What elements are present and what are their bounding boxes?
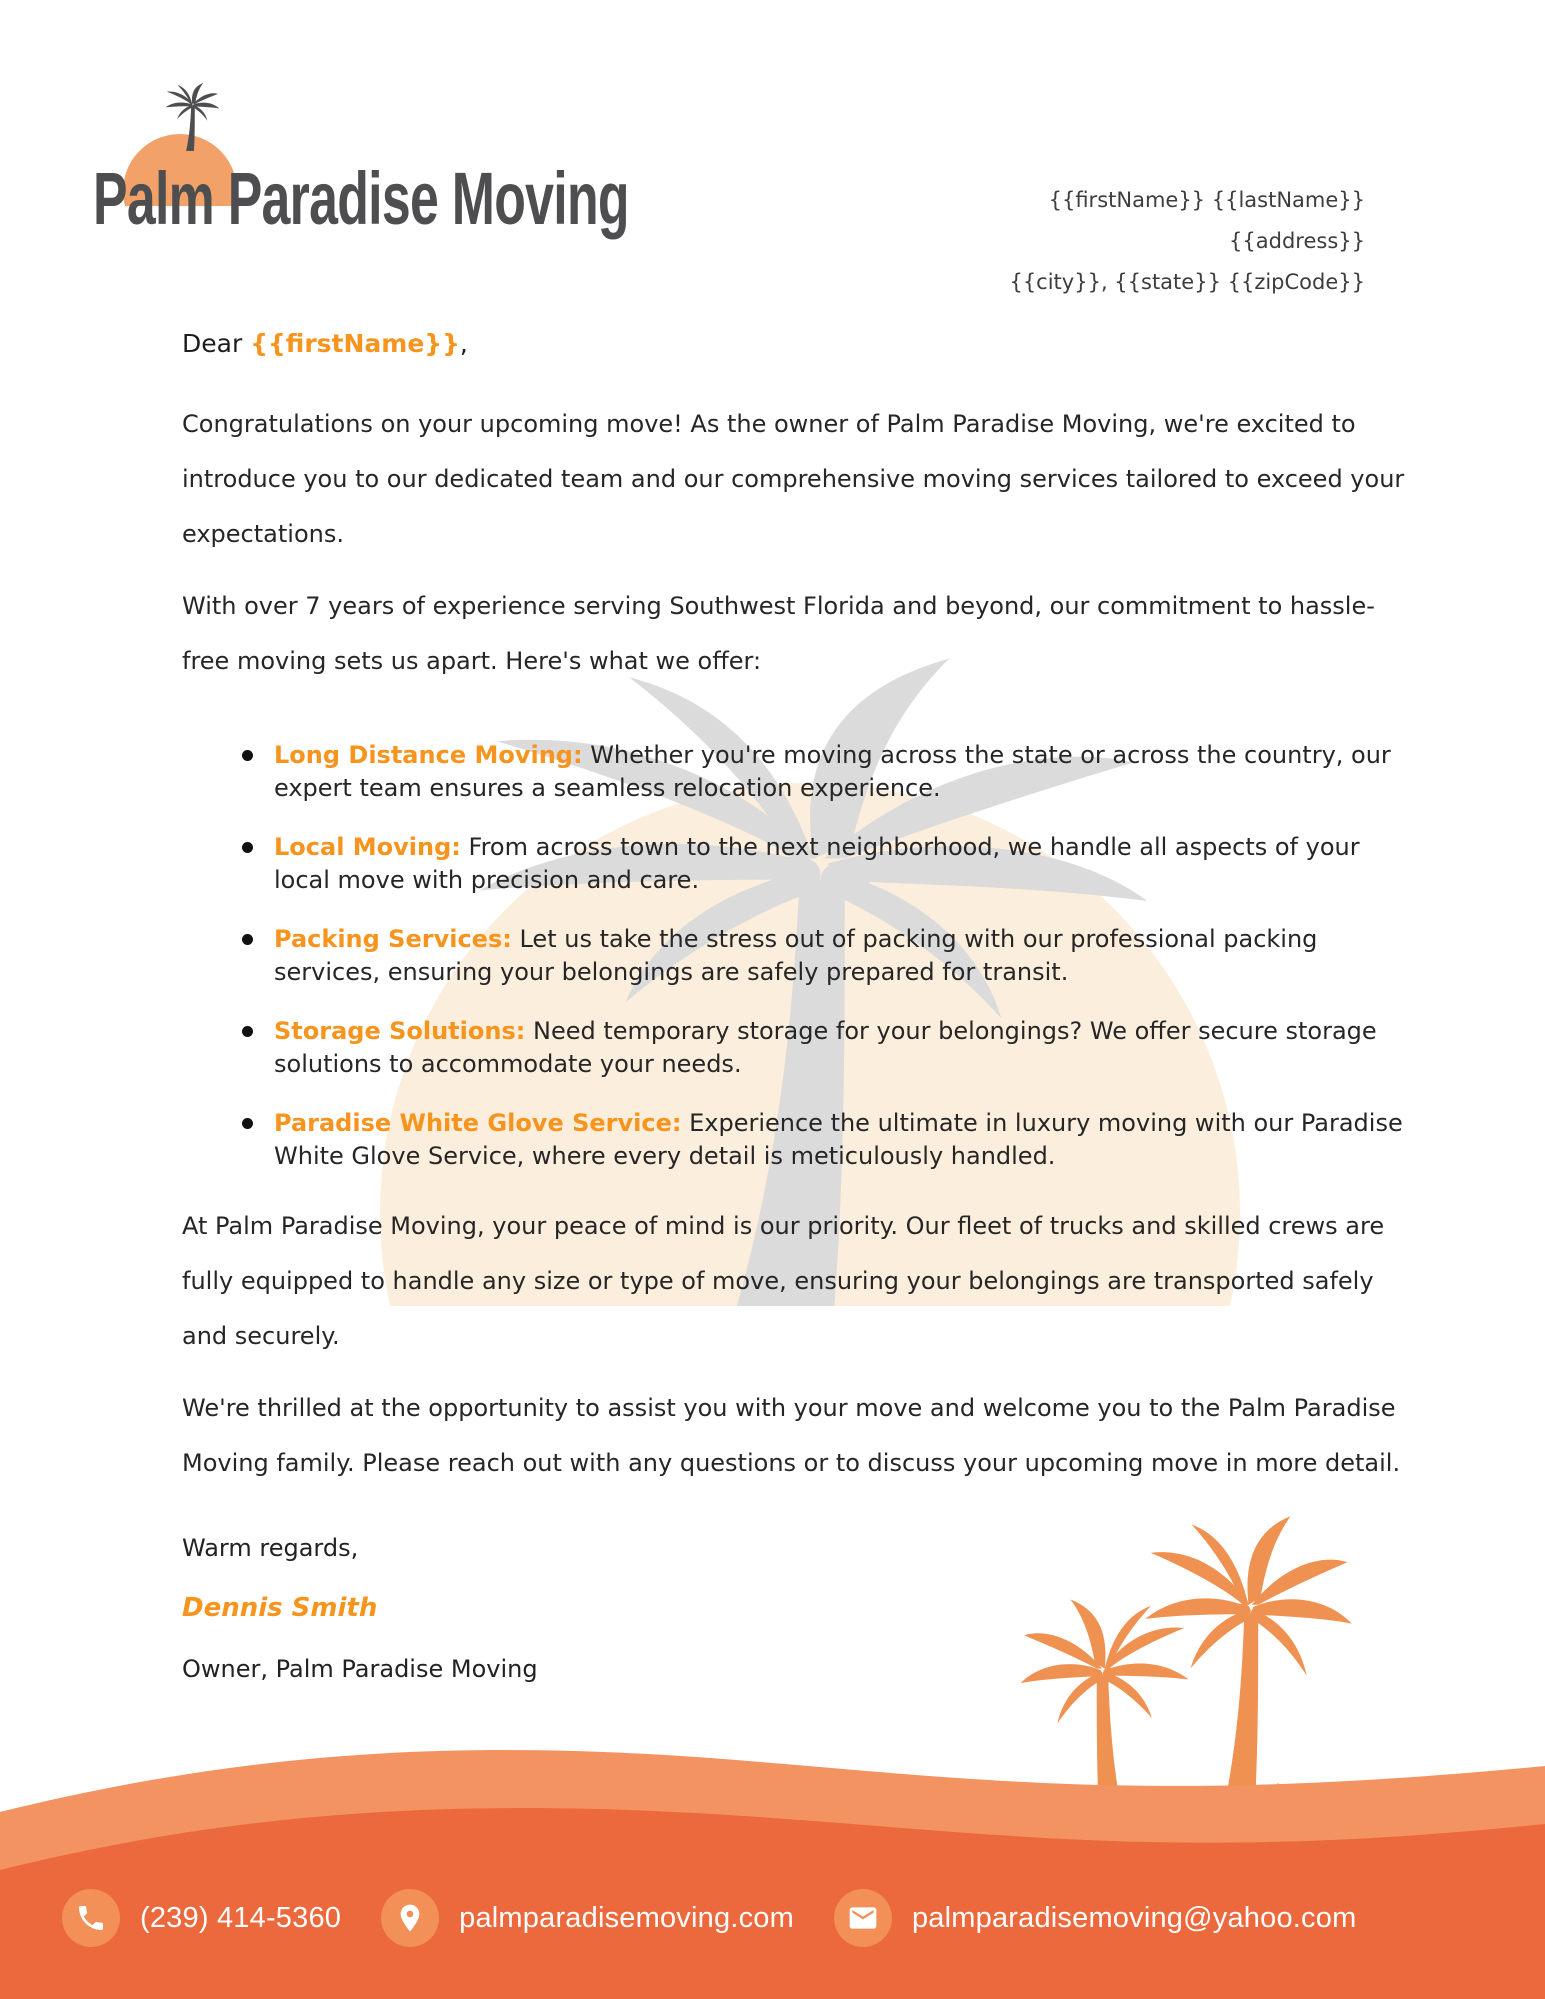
salutation <box>182 326 1414 362</box>
recipient-city-state-zip: {{city}}, {{state}} {{zipCode}} <box>1009 270 1365 294</box>
phone-number: (239) 414-5360 <box>140 1901 342 1934</box>
location-pin-icon <box>381 1889 439 1947</box>
signature-title: Owner, Palm Paradise Moving <box>182 1655 538 1683</box>
recipient-name: {{firstName}} {{lastName}} <box>1048 188 1365 212</box>
intro-paragraph: Congratulations on your upcoming move! As the owner of Palm Paradise Moving, we're excited to introduce you to our dedicated team and our comprehensive moving services tailored to exceed your expectations. <box>182 410 1405 548</box>
website-url: palmparadisemoving.com <box>459 1901 794 1934</box>
service-description: Let us take the stress out of packing with our professional packing services, ensuring your belongings are safely prepared for transit. <box>274 925 1318 986</box>
company-logo <box>85 86 805 246</box>
phone-icon <box>62 1889 120 1947</box>
service-description: Need temporary storage for your belongings? We offer secure storage solutions to accommodate your needs. <box>274 1017 1377 1078</box>
list-item <box>240 1015 1414 1081</box>
recipient-address-block <box>1009 180 1365 303</box>
service-description: Experience the ultimate in luxury moving with our Paradise White Glove Service, where every detail is meticulously handled. <box>274 1109 1403 1170</box>
envelope-icon <box>834 1889 892 1947</box>
footer-wave-graphic <box>0 1729 1545 1999</box>
brand-wordmark: Palm Paradise Moving <box>93 157 629 240</box>
first-name-token: {{firstName}} <box>250 329 460 358</box>
service-description: Whether you're moving across the state or across the country, our expert team ensures a seamless relocation experience. <box>274 741 1391 802</box>
signature-name: Dennis Smith <box>182 1593 378 1623</box>
valediction: Warm regards, <box>182 1534 359 1562</box>
recipient-address: {{address}} <box>1229 229 1365 253</box>
email-address: palmparadisemoving@yahoo.com <box>911 1901 1357 1934</box>
salutation-suffix: , <box>459 329 468 358</box>
list-item <box>240 831 1414 897</box>
service-description: From across town to the next neighborhood, we handle all aspects of your local move with precision and care. <box>274 833 1360 894</box>
services-list <box>240 739 1414 1173</box>
experience-paragraph: With over 7 years of experience serving Southwest Florida and beyond, our commitment to hassle-free moving sets us apart. Here's what we offer: <box>182 592 1375 675</box>
letter-body <box>182 326 1414 1687</box>
salutation-prefix: Dear <box>182 329 243 358</box>
welcome-paragraph: We're thrilled at the opportunity to assist you with your move and welcome you to the Palm Paradise Moving family. Please reach out with any questions or to discuss your upcoming move in more detail. <box>182 1394 1401 1477</box>
service-title: Local Moving: <box>274 833 461 861</box>
service-title: Storage Solutions: <box>274 1017 526 1045</box>
service-title: Packing Services: <box>274 925 512 953</box>
phone-contact <box>62 1889 341 1947</box>
priority-paragraph: At Palm Paradise Moving, your peace of mind is our priority. Our fleet of trucks and skilled crews are fully equipped to handle any size or type of move, ensuring your belongings are transported safely and securely. <box>182 1212 1385 1350</box>
email-contact <box>834 1889 1356 1947</box>
list-item <box>240 923 1414 989</box>
list-item <box>240 739 1414 805</box>
service-title: Paradise White Glove Service: <box>274 1109 682 1137</box>
service-title: Long Distance Moving: <box>274 741 583 769</box>
website-contact <box>381 1889 794 1947</box>
footer-contact-bar <box>62 1889 1356 1947</box>
list-item <box>240 1107 1414 1173</box>
